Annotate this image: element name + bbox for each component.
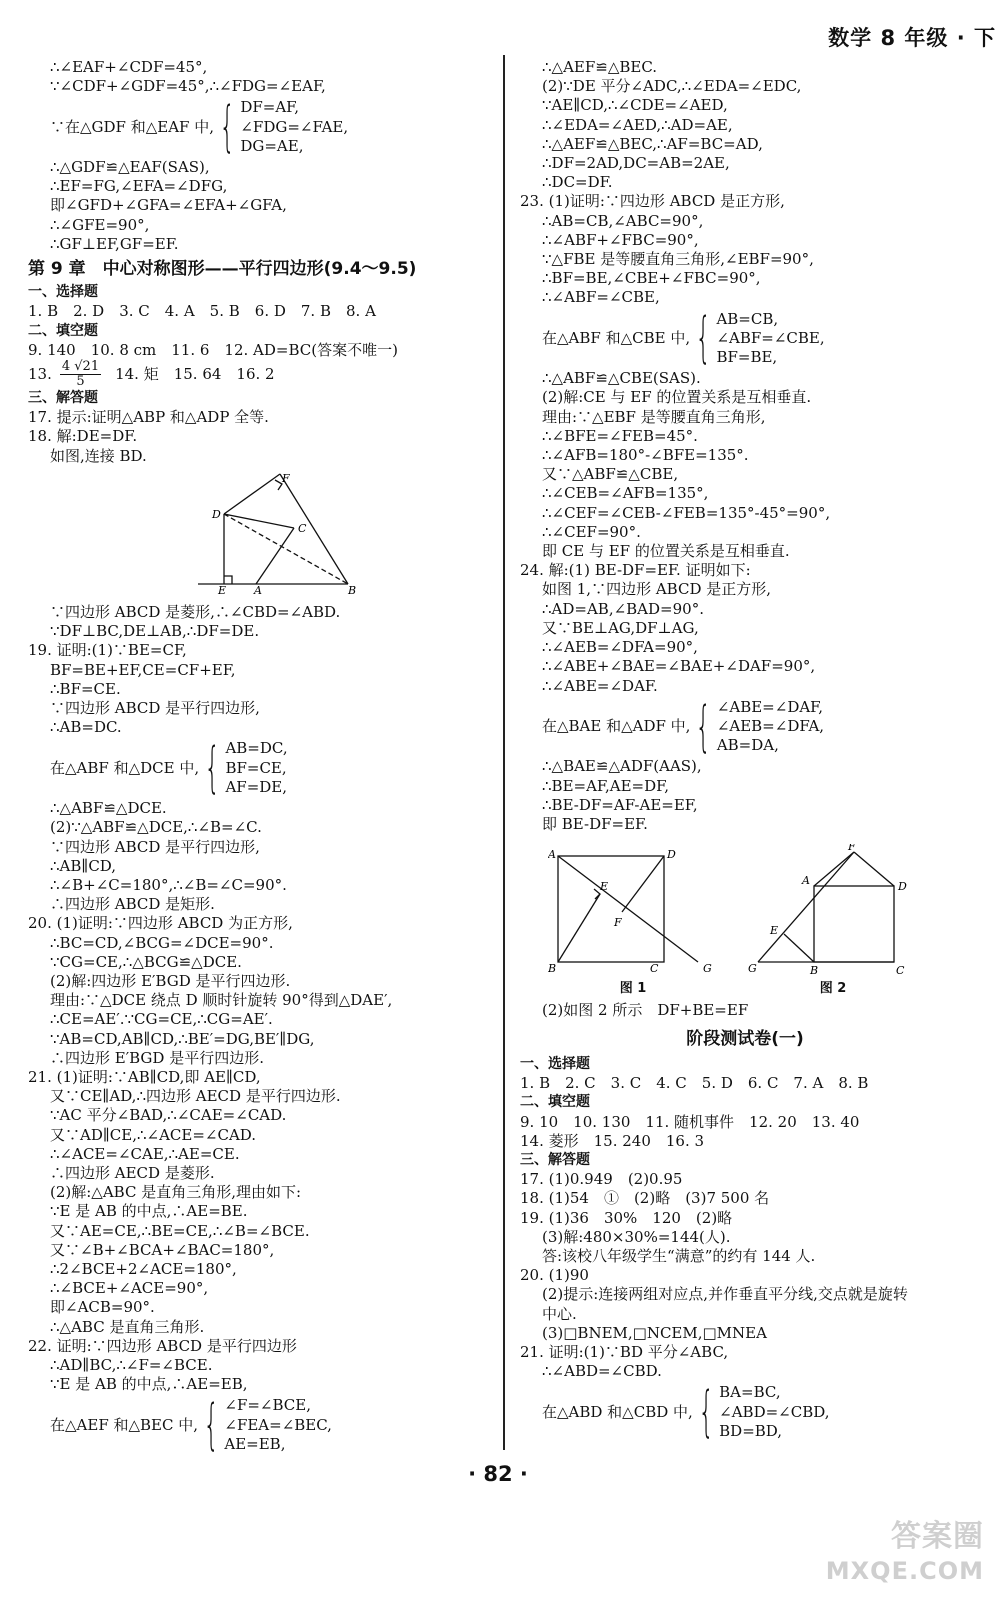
test-answers [520, 1170, 970, 1381]
text-line: 理由:∵△EBF 是等腰直角三角形, [542, 407, 766, 426]
brace-line: AB=DA, [716, 736, 779, 755]
answer-21 [28, 1068, 493, 1337]
text-line: (2)∵DE 平分∠ADC,∴∠EDA=∠EDC, [542, 77, 802, 96]
brace-symbol: { [204, 736, 221, 800]
text-line: 答:该校八年级学生“满意”的约有 144 人. [542, 1246, 816, 1265]
brace-symbol: { [695, 306, 712, 370]
text-line: 24. 解:(1) BE-DF=EF. 证明如下: [520, 561, 751, 580]
brace-line: AB=DC, [225, 739, 288, 758]
text-line: ∴BE=AF,AE=DF, [542, 776, 669, 795]
brace-line: AE=EB, [224, 1434, 286, 1453]
label-A: A [548, 848, 556, 862]
text-line: 又∵BE⊥AG,DF⊥AG, [542, 618, 699, 637]
watermark-logo [826, 1520, 984, 1588]
fraction-denominator: 5 [76, 374, 85, 390]
text-line: 21. 证明:(1)∵BD 平分∠ABC, [520, 1342, 729, 1361]
text-line: ∴GF⊥EF,GF=EF. [50, 234, 179, 253]
fill-answers: 9. 140 10. 8 cm 11. 6 12. AD=BC(答案不唯一) [28, 340, 398, 359]
text-line: ∴∠ABE=∠DAF. [542, 676, 658, 695]
text-line: 又∵∠B+∠BCA+∠BAC=180°, [50, 1240, 275, 1259]
label-E: E [600, 880, 609, 894]
brace-line: BF=BE, [716, 348, 778, 367]
square-diagram-1 [548, 844, 718, 974]
text-line: ∴∠GFE=90°, [50, 215, 150, 234]
section-heading: 三、解答题 [28, 390, 98, 407]
brace-system [520, 694, 970, 758]
brace-lead: 在△ABF 和△DCE 中, [50, 758, 200, 777]
text-line: ∴AB∥CD, [50, 856, 117, 875]
text-line: 20. (1)90 [520, 1266, 589, 1285]
text-line: ∴2∠BCE+2∠ACE=180°, [50, 1259, 237, 1278]
answer-22 [28, 1337, 493, 1395]
text-line: 20. (1)证明:∵四边形 ABCD 为正方形, [28, 914, 293, 933]
brace-line: ∠AEB=∠DFA, [716, 716, 825, 735]
text-line: ∵四边形 ABCD 是平行四边形, [50, 699, 260, 718]
figures-24 [548, 844, 970, 998]
label-A: A [254, 583, 262, 594]
brace-line: ∠FDG=∠FAE, [240, 117, 349, 136]
text-line: ∴∠CEB=∠AFB=135°, [542, 484, 709, 503]
text-line: 又∵CE∥AD,∴四边形 AECD 是平行四边形. [50, 1087, 341, 1106]
text-line: ∴CE=AE′.∵CG=CE,∴CG=AE′. [50, 1010, 273, 1029]
text-line: ∴△ABC 是直角三角形. [50, 1317, 205, 1336]
text-line: 即 BE-DF=EF. [542, 814, 648, 833]
column-divider [503, 55, 505, 1450]
text-line: ∴DF=2AD,DC=AB=2AE, [542, 154, 730, 173]
mc-answers: 1. B 2. C 3. C 4. C 5. D 6. C 7. A 8. B [520, 1074, 869, 1093]
text-line: ∴∠AEB=∠DFA=90°, [542, 638, 698, 657]
text-line: (2)∵△ABF≌△DCE,∴∠B=∠C. [50, 818, 262, 837]
brace-system [28, 736, 493, 800]
page-number: · 82 · [468, 1462, 528, 1486]
brace-lead: 在△ABF 和△CBE 中, [542, 328, 691, 347]
text-line: ∴BC=CD,∠BCG=∠DCE=90°. [50, 933, 274, 952]
block-19b [28, 799, 493, 914]
text-line: ∴AD=AB,∠BAD=90°. [542, 599, 704, 618]
text-line: ∴四边形 AECD 是菱形. [50, 1163, 215, 1182]
brace-lead: 在△BAE 和△ADF 中, [542, 716, 691, 735]
test-title: 阶段测试卷(一) [686, 1028, 804, 1049]
brace-symbol: { [203, 1393, 219, 1457]
fill-answers-2 [28, 360, 493, 389]
text-line: (2)解:四边形 E′BGD 是平行四边形. [50, 971, 291, 990]
section-heading: 一、选择题 [28, 284, 98, 301]
text-line: 如图,连接 BD. [50, 446, 147, 465]
label-C: C [896, 964, 905, 975]
text-line: ∵E 是 AB 的中点,∴AE=EB, [50, 1375, 248, 1394]
text-line: 即∠GFD+∠GFA=∠EFA+∠GFA, [50, 196, 287, 215]
text-line: 又∵AE=CE,∴BE=CE,∴∠B=∠BCE. [50, 1221, 310, 1240]
text-line: ∵四边形 ABCD 是菱形,∴∠CBD=∠ABD. [50, 603, 341, 622]
figure-caption: 图 1 [619, 981, 647, 997]
fraction-numerator: 4 √21 [61, 359, 100, 375]
answer-17: 17. 提示:证明△ABP 和△ADP 全等. [28, 408, 269, 427]
text-line: 19. (1)36 30% 120 (2)略 [520, 1208, 733, 1227]
page-header: 数学 8 年级 · 下 [828, 26, 996, 50]
label-E: E [770, 924, 779, 938]
text-line: ∴∠ABF=∠CBE, [542, 288, 660, 307]
question-number: 13. [28, 364, 52, 383]
text-line: 中心. [542, 1304, 577, 1323]
brace-line: ∠F=∠BCE, [224, 1396, 311, 1415]
brace-symbol: { [695, 694, 712, 758]
text-line: 14. 矩 15. 64 16. 2 [115, 364, 275, 383]
watermark-url: MXQE.COM [825, 1557, 984, 1585]
text-line: 19. 证明:(1)∵BE=CF, [28, 641, 187, 660]
text-line: ∵∠CDF+∠GDF=45°,∴∠FDG=∠EAF, [50, 77, 326, 96]
text-line: 理由:∵△DCE 绕点 D 顺时针旋转 90°得到△DAE′, [50, 991, 393, 1010]
text-line: BF=BE+EF,CE=CF+EF, [50, 660, 236, 679]
text-line: ∴△AEF≌△BEC,∴AF=BC=AD, [542, 134, 763, 153]
text-line: ∴DC=DF. [542, 173, 613, 192]
label-B: B [548, 962, 557, 975]
text-line: 即∠ACB=90°. [50, 1298, 155, 1317]
figure-2 [748, 844, 918, 998]
text-line: ∴∠CEF=∠CEB-∠FEB=135°-45°=90°, [542, 503, 831, 522]
text-line: ∴BF=CE. [50, 679, 121, 698]
brace-line: ∠FEA=∠BEC, [224, 1415, 332, 1434]
text-line: (3)□BNEM,□NCEM,□MNEA [542, 1323, 767, 1342]
text-line: ∴∠AFB=180°-∠BFE=135°. [542, 446, 749, 465]
brace-system [520, 306, 970, 370]
brace-lead: ∵在△GDF 和△EAF 中, [50, 117, 214, 136]
block-18c [28, 603, 493, 641]
brace-line: ∠ABF=∠CBE, [716, 328, 825, 347]
answer-23 [520, 192, 970, 307]
brace-system [520, 1380, 970, 1444]
brace-symbol: { [698, 1380, 714, 1444]
brace-line: DG=AE, [240, 136, 304, 155]
text-line: ∵CG=CE,∴△BCG≌△DCE. [50, 952, 242, 971]
brace-symbol: { [219, 95, 235, 159]
text-line: ∴∠CEF=90°. [542, 522, 641, 541]
label-E: E [218, 583, 227, 594]
text-line: 23. (1)证明:∵四边形 ABCD 是正方形, [520, 192, 785, 211]
text-line: ∴△BAE≌△ADF(AAS), [542, 757, 702, 776]
brace-line: BF=CE, [225, 758, 287, 777]
block-22-cont [520, 58, 970, 192]
text-line: ∴△AEF≌△BEC. [542, 58, 658, 76]
label-F: F [282, 471, 290, 485]
section-heading: 三、解答题 [520, 1151, 590, 1168]
answer-24 [520, 561, 970, 695]
label-B: B [348, 583, 357, 594]
brace-system [28, 95, 493, 159]
section-heading: 二、填空题 [28, 322, 98, 339]
label-B: B [810, 964, 819, 975]
brace-line: AF=DE, [225, 777, 288, 796]
brace-lead: 在△ABD 和△CBD 中, [542, 1402, 693, 1421]
brace-line: DF=AF, [240, 98, 300, 117]
text-line: ∵AB=CD,AB∥CD,∴BE′=DG,BE′∥DG, [50, 1029, 315, 1048]
text-line: ∴AB=DC. [50, 718, 122, 737]
text-line: ∵△FBE 是等腰直角三角形,∠EBF=90°, [542, 250, 814, 269]
fill-answers: 9. 10 10. 130 11. 随机事件 12. 20 13. 40 [520, 1112, 860, 1131]
brace-line: AB=CB, [716, 309, 779, 328]
square-diagram-2 [748, 844, 918, 974]
chapter-title: 第 9 章 中心对称图形——平行四边形(9.4～9.5) [28, 259, 417, 280]
text-line: ∴四边形 ABCD 是矩形. [50, 895, 215, 914]
text-line: 又∵AD∥CE,∴∠ACE=∠CAD. [50, 1125, 257, 1144]
label-F: F [614, 916, 622, 930]
label-D: D [667, 848, 676, 862]
text-line: ∴EF=FG,∠EFA=∠DFG, [50, 177, 228, 196]
answer-19 [28, 641, 493, 737]
figure-1 [548, 844, 718, 998]
text-line: 18. (1)54 ① (2)略 (3)7 500 名 [520, 1189, 770, 1208]
text-line: ∴∠EDA=∠AED,∴AD=AE, [542, 115, 733, 134]
block-a [28, 58, 493, 96]
fraction [60, 360, 101, 389]
mc-answers: 1. B 2. D 3. C 4. A 5. B 6. D 7. B 8. A [28, 302, 376, 321]
block-24b [520, 757, 970, 834]
text-line: ∵AE∥CD,∴∠CDE=∠AED, [542, 96, 728, 115]
answer-20 [28, 914, 493, 1068]
left-column [28, 58, 493, 1456]
label-G: G [703, 962, 712, 975]
fill-answers-2: 14. 菱形 15. 240 16. 3 [520, 1131, 705, 1150]
text-line: ∴四边形 E′BGD 是平行四边形. [50, 1048, 264, 1067]
block-b [28, 158, 493, 254]
text-line: ∴∠ACE=∠CAE,∴AE=CE. [50, 1144, 240, 1163]
text-line: ∴∠EAF+∠CDF=45°, [50, 58, 208, 76]
figure-caption: 图 2 [819, 981, 847, 997]
label-C: C [298, 521, 307, 535]
text-line: ∴△ABF≌△DCE. [50, 799, 167, 818]
text-line: ∴∠ABD=∠CBD. [542, 1362, 662, 1381]
brace-line: BD=BD, [719, 1421, 783, 1440]
text-line: ∵四边形 ABCD 是平行四边形, [50, 837, 260, 856]
figure-18 [198, 470, 493, 599]
label-A: A [802, 874, 810, 888]
text-line: ∴BE-DF=AF-AE=EF, [542, 795, 698, 814]
brace-line: ∠ABE=∠DAF, [716, 697, 824, 716]
text-line: (2)提示:连接两组对应点,并作垂直平分线,交点就是旋转 [542, 1285, 908, 1304]
text-line: 又∵△ABF≌△CBE, [542, 465, 679, 484]
brace-line: ∠ABD=∠CBD, [719, 1402, 830, 1421]
text-line: 17. (1)0.949 (2)0.95 [520, 1170, 683, 1189]
text-line: 如图 1,∵四边形 ABCD 是正方形, [542, 580, 772, 599]
label-C: C [650, 962, 659, 975]
answer-24-part2: (2)如图 2 所示 DF+BE=EF [542, 1000, 749, 1019]
text-line: ∴AD∥BC,∴∠F=∠BCE. [50, 1355, 213, 1374]
label-D: D [898, 880, 907, 894]
rhombus-diagram [198, 470, 378, 594]
text-line: ∵DF⊥BC,DE⊥AB,∴DF=DE. [50, 622, 260, 641]
brace-system [28, 1393, 493, 1457]
label-G: G [748, 962, 757, 975]
text-line: ∴△GDF≌△EAF(SAS), [50, 158, 210, 177]
text-line: (3)解:480×30%=144(人). [542, 1227, 731, 1246]
text-line: (2)解:CE 与 EF 的位置关系是互相垂直. [542, 388, 812, 407]
text-line: 22. 证明:∵四边形 ABCD 是平行四边形 [28, 1336, 297, 1355]
text-line: ∵AC 平分∠BAD,∴∠CAE=∠CAD. [50, 1106, 287, 1125]
right-column [520, 58, 970, 1443]
text-line: 即 CE 与 EF 的位置关系是互相垂直. [542, 542, 790, 561]
text-line: ∵E 是 AB 的中点,∴AE=BE. [50, 1202, 248, 1221]
text-line: ∴BF=BE,∠CBE+∠FBC=90°, [542, 269, 761, 288]
text-line: 21. (1)证明:∵AB∥CD,即 AE∥CD, [28, 1067, 261, 1086]
watermark-text: 答案圈 [891, 1519, 984, 1554]
brace-line: BA=BC, [719, 1383, 781, 1402]
text-line: ∴∠B+∠C=180°,∴∠B=∠C=90°. [50, 875, 287, 894]
section-heading: 二、填空题 [520, 1094, 590, 1111]
text-line: ∴∠BFE=∠FEB=45°. [542, 426, 698, 445]
block-23b [520, 369, 970, 561]
answer-18: 18. 解:DE=DF. [28, 427, 138, 446]
label-D: D [212, 507, 221, 521]
text-line: ∴∠ABE+∠BAE=∠BAE+∠DAF=90°, [542, 657, 816, 676]
text-line: (2)解:△ABC 是直角三角形,理由如下: [50, 1183, 302, 1202]
brace-lead: 在△AEF 和△BEC 中, [50, 1415, 199, 1434]
text-line: ∴∠BCE+∠ACE=90°, [50, 1279, 209, 1298]
text-line: ∴△ABF≌△CBE(SAS). [542, 369, 701, 388]
text-line: ∴∠ABF+∠FBC=90°, [542, 230, 699, 249]
section-heading: 一、选择题 [520, 1055, 590, 1072]
label-F: F [848, 844, 856, 854]
text-line: ∴AB=CB,∠ABC=90°, [542, 211, 704, 230]
